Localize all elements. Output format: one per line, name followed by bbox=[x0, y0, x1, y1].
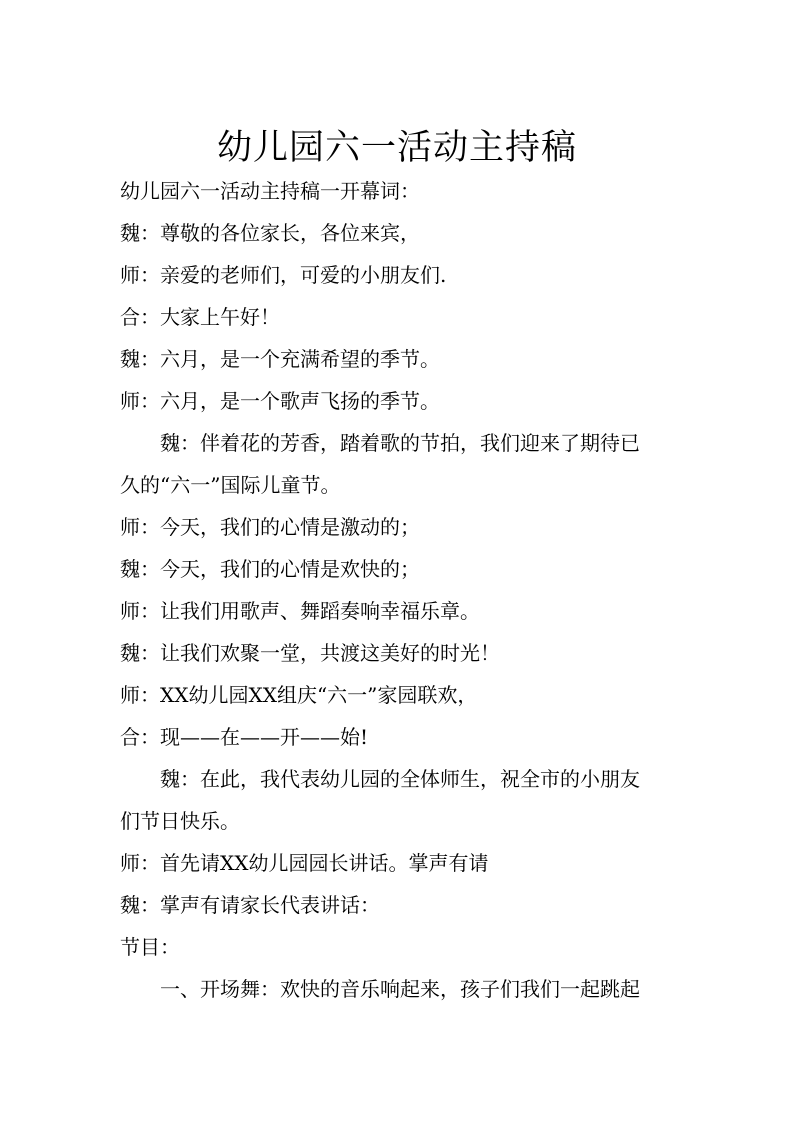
paragraph-line: 魏：掌声有请家长代表讲话： bbox=[120, 893, 380, 917]
paragraph-line: 节目： bbox=[120, 935, 180, 959]
paragraph-line: 师：让我们用歌声、舞蹈奏响幸福乐章。 bbox=[120, 599, 480, 623]
paragraph-line: 一、开场舞：欢快的音乐响起来，孩子们我们一起跳起 bbox=[160, 977, 640, 1001]
paragraph-line: 合：现——在——开——始! bbox=[120, 725, 369, 749]
paragraph-line: 魏：六月，是一个充满希望的季节。 bbox=[120, 347, 440, 371]
paragraph-line: 合：大家上午好！ bbox=[120, 305, 280, 329]
paragraph-line: 魏：尊敬的各位家长，各位来宾， bbox=[120, 221, 420, 245]
paragraph-line: 魏：让我们欢聚一堂，共渡这美好的时光！ bbox=[120, 641, 500, 665]
paragraph-line: 师：XX幼儿园XX组庆“六一”家园联欢， bbox=[120, 683, 478, 707]
paragraph-line: 师：首先请XX幼儿园园长讲话。掌声有请 bbox=[120, 851, 489, 875]
paragraph-line: 魏：今天，我们的心情是欢快的； bbox=[120, 557, 420, 581]
paragraph-line: 魏：伴着花的芳香，踏着歌的节拍，我们迎来了期待已 bbox=[160, 431, 640, 455]
document-title: 幼儿园六一活动主持稿 bbox=[216, 128, 577, 169]
paragraph-line: 师：亲爱的老师们，可爱的小朋友们. bbox=[120, 263, 447, 287]
paragraph-line: 师：六月，是一个歌声飞扬的季节。 bbox=[120, 389, 440, 413]
paragraph-line: 师：今天，我们的心情是激动的； bbox=[120, 515, 420, 539]
paragraph-opening-heading: 幼儿园六一活动主持稿一开幕词： bbox=[120, 179, 420, 203]
paragraph-line: 魏：在此，我代表幼儿园的全体师生，祝全市的小朋友 bbox=[160, 767, 640, 791]
paragraph-line: 久的“六一”国际儿童节。 bbox=[120, 473, 341, 497]
paragraph-line: 们节日快乐。 bbox=[120, 809, 240, 833]
document-body bbox=[120, 170, 680, 1010]
